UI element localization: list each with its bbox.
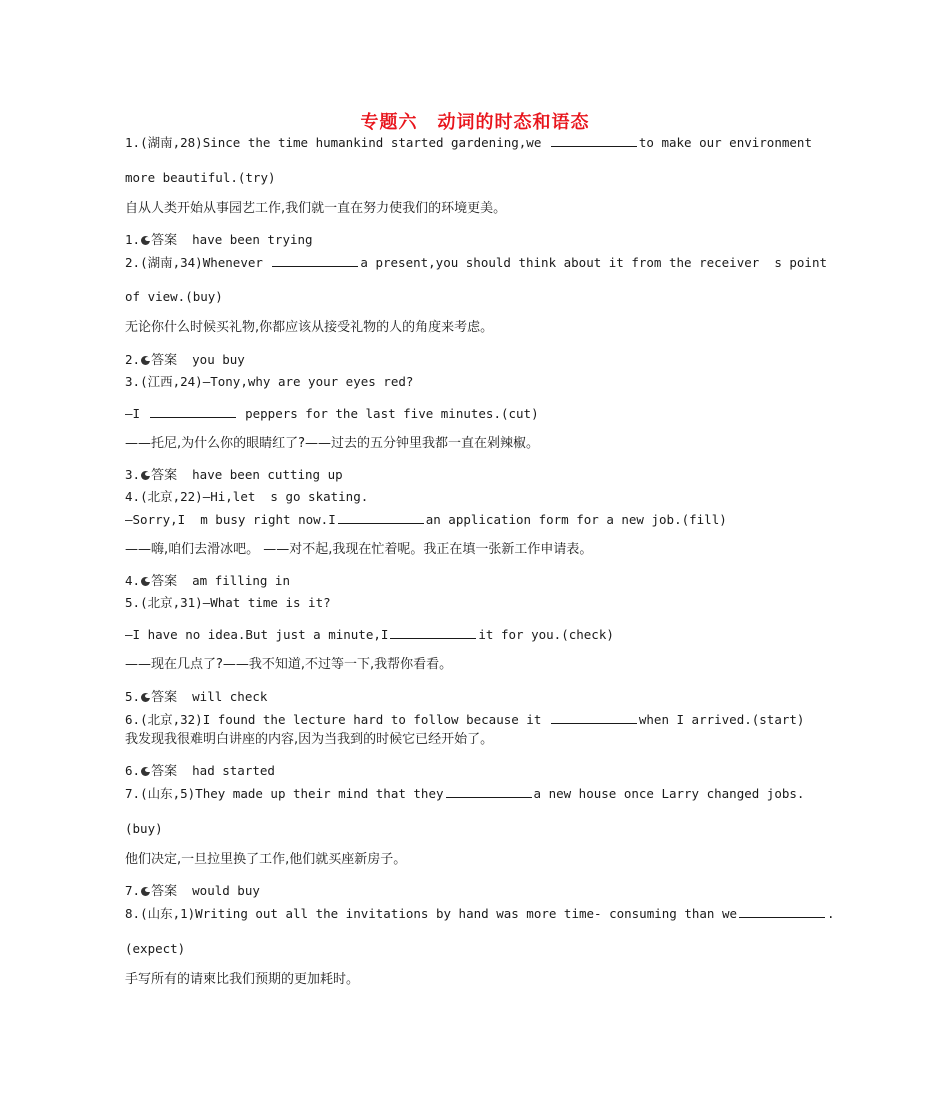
answer-icon (141, 767, 150, 776)
answer-number: 1. (125, 232, 141, 247)
question-text: when I arrived.(start) (638, 712, 805, 727)
question-3-response (125, 405, 539, 422)
page-title (0, 108, 950, 134)
answer-text: would buy (192, 883, 260, 898)
translation-7: 他们决定,一旦拉里换了工作,他们就买座新房子。 (125, 852, 407, 867)
question-number: 4. (125, 489, 141, 504)
question-text: (湖南,34)Whenever (140, 255, 271, 270)
answer-text: am filling in (192, 573, 290, 588)
question-2-continued: of view.(buy) (125, 289, 223, 304)
question-text: to make our environment (638, 135, 812, 150)
question-text: (山东,1)Writing out all the invitations by hand was more time- consuming than we (140, 906, 738, 921)
question-number: 2. (125, 255, 141, 270)
answer-number: 6. (125, 763, 141, 778)
question-1 (125, 134, 812, 151)
answer-label: 答案 (151, 233, 178, 248)
answer-3 (125, 467, 343, 484)
translation-8: 手写所有的请柬比我们预期的更加耗时。 (125, 972, 360, 987)
question-7 (125, 785, 804, 802)
question-7-continued: (buy) (125, 821, 163, 836)
answer-4 (125, 573, 290, 590)
question-text: —I have no idea.But just a minute,I (125, 627, 389, 642)
translation-3: ——托尼,为什么你的眼睛红了?——过去的五分钟里我都一直在剁辣椒。 (125, 436, 540, 451)
answer-label: 答案 (151, 690, 178, 705)
question-1-continued: more beautiful.(try) (125, 170, 276, 185)
answer-text: have been trying (192, 232, 313, 247)
answer-icon (141, 356, 150, 365)
answer-icon (141, 693, 150, 702)
question-8-continued: (expect) (125, 941, 186, 956)
question-text: a new house once Larry changed jobs. (533, 786, 805, 801)
answer-icon (141, 236, 150, 245)
answer-6 (125, 763, 275, 780)
answer-text: have been cutting up (192, 467, 343, 482)
answer-number: 4. (125, 573, 141, 588)
question-text: . (827, 906, 835, 921)
translation-6: 我发现我很难明白讲座的内容,因为当我到的时候它已经开始了。 (125, 732, 494, 747)
answer-icon (141, 577, 150, 586)
answer-blank (551, 711, 637, 724)
answer-text: had started (192, 763, 275, 778)
answer-1 (125, 232, 313, 249)
answer-blank (338, 511, 424, 524)
question-text: peppers for the last five minutes.(cut) (237, 406, 539, 421)
answer-blank (272, 254, 358, 267)
answer-number: 2. (125, 352, 141, 367)
title-subject: 动词的时态和语态 (437, 112, 590, 133)
answer-blank (739, 905, 825, 918)
question-number: 5. (125, 595, 141, 610)
question-text: (湖南,28)Since the time humankind started gardening,we (140, 135, 549, 150)
question-4 (125, 489, 368, 505)
question-text: (山东,5)They made up their mind that they (140, 786, 444, 801)
answer-2 (125, 352, 245, 369)
question-text: a present,you should think about it from the receiver s point (360, 255, 828, 270)
answer-label: 答案 (151, 353, 178, 368)
question-text: it for you.(check) (478, 627, 614, 642)
question-text: —I (125, 406, 148, 421)
question-number: 8. (125, 906, 141, 921)
question-number: 6. (125, 712, 141, 727)
question-text: (北京,31)—What time is it? (140, 595, 331, 610)
answer-blank (390, 626, 476, 639)
answer-blank (150, 405, 236, 418)
answer-text: you buy (192, 352, 245, 367)
answer-label: 答案 (151, 764, 178, 779)
answer-7 (125, 883, 260, 900)
question-5 (125, 595, 331, 611)
question-text: —Sorry,I m busy right now.I (125, 512, 336, 527)
question-text: an application form for a new job.(fill) (425, 512, 727, 527)
answer-label: 答案 (151, 574, 178, 589)
question-number: 1. (125, 135, 141, 150)
answer-icon (141, 471, 150, 480)
question-number: 3. (125, 374, 141, 389)
answer-icon (141, 887, 150, 896)
translation-2: 无论你什么时候买礼物,你都应该从接受礼物的人的角度来考虑。 (125, 320, 494, 335)
translation-5: ——现在几点了?——我不知道,不过等一下,我帮你看看。 (125, 657, 453, 672)
answer-number: 5. (125, 689, 141, 704)
question-5-response (125, 626, 614, 643)
answer-label: 答案 (151, 468, 178, 483)
answer-number: 7. (125, 883, 141, 898)
translation-4: ——嗨,咱们去滑冰吧。 ——对不起,我现在忙着呢。我正在填一张新工作申请表。 (125, 542, 593, 557)
question-text: (北京,22)—Hi,let s go skating. (140, 489, 369, 504)
answer-text: will check (192, 689, 268, 704)
question-text: (江西,24)—Tony,why are your eyes red? (140, 374, 414, 389)
translation-1: 自从人类开始从事园艺工作,我们就一直在努力使我们的环境更美。 (125, 201, 507, 216)
title-topic: 专题六 (360, 112, 418, 133)
question-3 (125, 374, 413, 390)
question-number: 7. (125, 786, 141, 801)
question-4-response (125, 511, 727, 528)
question-text: (北京,32)I found the lecture hard to follow because it (140, 712, 549, 727)
question-2 (125, 254, 827, 271)
answer-5 (125, 689, 267, 706)
answer-label: 答案 (151, 884, 178, 899)
question-6 (125, 711, 804, 728)
answer-number: 3. (125, 467, 141, 482)
answer-blank (551, 134, 637, 147)
question-8 (125, 905, 835, 922)
answer-blank (446, 785, 532, 798)
